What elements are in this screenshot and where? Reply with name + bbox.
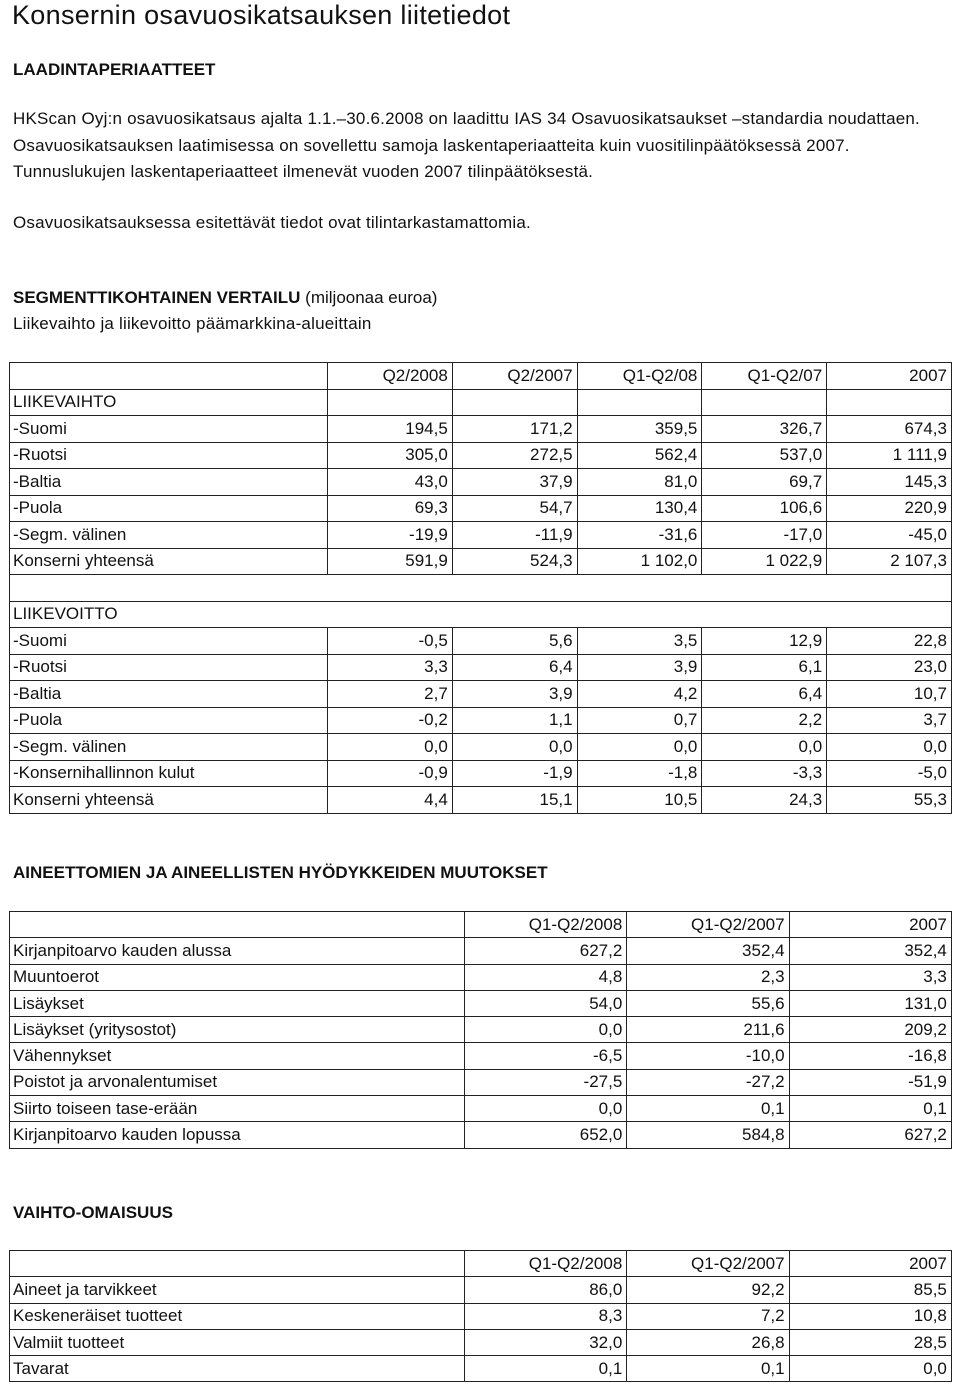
- value-cell: 3,7: [827, 707, 952, 734]
- assets-heading: AINEETTOMIEN JA AINEELLISTEN HYÖDYKKEIDEN MUUTOKSET: [13, 863, 548, 882]
- row-label: Vähennykset: [10, 1043, 465, 1069]
- value-cell: 55,3: [827, 787, 952, 814]
- segment-heading-unit: (miljoonaa euroa): [300, 288, 438, 307]
- table-row: [10, 1122, 952, 1148]
- page-title: Konsernin osavuosikatsauksen liitetiedot: [12, 0, 511, 30]
- row-label: Tavarat: [10, 1356, 465, 1382]
- value-cell: -45,0: [827, 522, 952, 549]
- value-cell: 55,6: [627, 990, 789, 1016]
- column-header: Q1-Q2/2008: [465, 912, 627, 938]
- column-header: Q2/2007: [452, 363, 577, 390]
- table-row: [10, 964, 952, 990]
- value-cell: 627,2: [789, 1122, 951, 1148]
- value-cell: 54,0: [465, 990, 627, 1016]
- value-cell: 7,2: [627, 1303, 789, 1329]
- value-cell: -0,5: [328, 628, 453, 655]
- value-cell: 1 111,9: [827, 442, 952, 469]
- row-label: -Ruotsi: [10, 654, 328, 681]
- value-cell: 8,3: [465, 1303, 627, 1329]
- table-row: [10, 734, 952, 761]
- value-cell: -11,9: [452, 522, 577, 549]
- column-header: Q2/2008: [328, 363, 453, 390]
- column-header: Q1-Q2/2007: [627, 912, 789, 938]
- value-cell: -51,9: [789, 1069, 951, 1095]
- value-cell: 537,0: [702, 442, 827, 469]
- row-label: Aineet ja tarvikkeet: [10, 1277, 465, 1303]
- row-label: -Segm. välinen: [10, 734, 328, 761]
- row-label: Valmiit tuotteet: [10, 1329, 465, 1355]
- assets-table: [9, 911, 952, 1149]
- inventory-table: [9, 1250, 952, 1382]
- value-cell: 69,7: [702, 469, 827, 496]
- row-label: -Konsernihallinnon kulut: [10, 760, 328, 787]
- row-label: Siirto toiseen tase-erään: [10, 1096, 465, 1122]
- table-row: [10, 495, 952, 522]
- value-cell: -5,0: [827, 760, 952, 787]
- value-cell: 0,1: [465, 1356, 627, 1382]
- value-cell: -27,5: [465, 1069, 627, 1095]
- row-label: -Puola: [10, 707, 328, 734]
- value-cell: 3,3: [789, 964, 951, 990]
- table-row: [10, 654, 952, 681]
- value-cell: -17,0: [702, 522, 827, 549]
- table-row: [10, 990, 952, 1016]
- value-cell: -1,8: [577, 760, 702, 787]
- value-cell: 43,0: [328, 469, 453, 496]
- table-row: [10, 1329, 952, 1355]
- table-row: [10, 938, 952, 964]
- value-cell: -19,9: [328, 522, 453, 549]
- value-cell: 272,5: [452, 442, 577, 469]
- value-cell: -31,6: [577, 522, 702, 549]
- value-cell: 130,4: [577, 495, 702, 522]
- row-label: Lisäykset: [10, 990, 465, 1016]
- row-label: Keskeneräiset tuotteet: [10, 1303, 465, 1329]
- row-label: Kirjanpitoarvo kauden lopussa: [10, 1122, 465, 1148]
- value-cell: 6,4: [702, 681, 827, 708]
- spacer-row: [10, 575, 952, 602]
- empty-cell: [702, 389, 827, 416]
- value-cell: 4,8: [465, 964, 627, 990]
- value-cell: 2 107,3: [827, 548, 952, 575]
- value-cell: -27,2: [627, 1069, 789, 1095]
- value-cell: 584,8: [627, 1122, 789, 1148]
- value-cell: 3,5: [577, 628, 702, 655]
- value-cell: 627,2: [465, 938, 627, 964]
- value-cell: 10,5: [577, 787, 702, 814]
- table-header-row: [10, 1251, 952, 1277]
- value-cell: 674,3: [827, 416, 952, 443]
- value-cell: 0,0: [328, 734, 453, 761]
- value-cell: 0,0: [577, 734, 702, 761]
- row-label: Konserni yhteensä: [10, 548, 328, 575]
- value-cell: 81,0: [577, 469, 702, 496]
- table-row: [10, 442, 952, 469]
- table-row: [10, 1303, 952, 1329]
- value-cell: 0,0: [702, 734, 827, 761]
- value-cell: 652,0: [465, 1122, 627, 1148]
- section-label-row: [10, 601, 952, 628]
- value-cell: 106,6: [702, 495, 827, 522]
- value-cell: 209,2: [789, 1017, 951, 1043]
- value-cell: -0,9: [328, 760, 453, 787]
- inventory-heading: VAIHTO-OMAISUUS: [13, 1203, 173, 1222]
- value-cell: -3,3: [702, 760, 827, 787]
- column-header: 2007: [827, 363, 952, 390]
- value-cell: 0,0: [827, 734, 952, 761]
- value-cell: 0,0: [465, 1017, 627, 1043]
- row-label: -Suomi: [10, 628, 328, 655]
- value-cell: 24,3: [702, 787, 827, 814]
- table-row: [10, 522, 952, 549]
- empty-cell: [827, 389, 952, 416]
- spacer-cell: [10, 575, 952, 602]
- value-cell: 12,9: [702, 628, 827, 655]
- row-label: -Segm. välinen: [10, 522, 328, 549]
- value-cell: 10,8: [789, 1303, 951, 1329]
- value-cell: 3,9: [452, 681, 577, 708]
- column-header: 2007: [789, 912, 951, 938]
- value-cell: 0,7: [577, 707, 702, 734]
- value-cell: -10,0: [627, 1043, 789, 1069]
- table-row: [10, 1356, 952, 1382]
- value-cell: 4,2: [577, 681, 702, 708]
- table-row: [10, 1096, 952, 1122]
- header-empty-cell: [10, 1251, 465, 1277]
- principles-paragraph: HKScan Oyj:n osavuosikatsaus ajalta 1.1.–30.6.2008 on laadittu IAS 34 Osavuosikatsaukset –standardia noudattaen. Osavuosikatsauksen laatimisessa on sovellettu samoja laskentaperiaatteita kuin vuositilinpäätöksessä 2007. Tunnuslukujen laskentaperiaatteet ilmenevät vuoden 2007 tilinpäätöksestä.: [13, 109, 920, 181]
- column-header: Q1-Q2/2007: [627, 1251, 789, 1277]
- row-label: Muuntoerot: [10, 964, 465, 990]
- table-row: [10, 628, 952, 655]
- column-header: Q1-Q2/07: [702, 363, 827, 390]
- empty-cell: [328, 389, 453, 416]
- table-header-row: [10, 363, 952, 390]
- value-cell: 54,7: [452, 495, 577, 522]
- value-cell: 211,6: [627, 1017, 789, 1043]
- segment-subheading: Liikevaihto ja liikevoitto päämarkkina-alueittain: [13, 314, 372, 333]
- value-cell: 22,8: [827, 628, 952, 655]
- value-cell: 2,2: [702, 707, 827, 734]
- value-cell: 1 102,0: [577, 548, 702, 575]
- audit-note: Osavuosikatsauksessa esitettävät tiedot ovat tilintarkastamattomia.: [13, 213, 531, 232]
- table-header-row: [10, 912, 952, 938]
- value-cell: 69,3: [328, 495, 453, 522]
- value-cell: 0,0: [465, 1096, 627, 1122]
- value-cell: 0,1: [627, 1356, 789, 1382]
- value-cell: 15,1: [452, 787, 577, 814]
- value-cell: 6,4: [452, 654, 577, 681]
- row-label: -Baltia: [10, 681, 328, 708]
- row-label: -Suomi: [10, 416, 328, 443]
- value-cell: 194,5: [328, 416, 453, 443]
- segment-heading-title: SEGMENTTIKOHTAINEN VERTAILU: [13, 288, 301, 307]
- value-cell: 4,4: [328, 787, 453, 814]
- segment-table: [9, 362, 952, 814]
- empty-cell: [452, 389, 577, 416]
- value-cell: 562,4: [577, 442, 702, 469]
- section-label: LIIKEVOITTO: [10, 601, 952, 628]
- value-cell: 0,0: [452, 734, 577, 761]
- value-cell: 524,3: [452, 548, 577, 575]
- principles-heading: LAADINTAPERIAATTEET: [13, 60, 216, 79]
- row-label: Konserni yhteensä: [10, 787, 328, 814]
- value-cell: -1,9: [452, 760, 577, 787]
- value-cell: -6,5: [465, 1043, 627, 1069]
- value-cell: 92,2: [627, 1277, 789, 1303]
- value-cell: 1,1: [452, 707, 577, 734]
- row-label: Lisäykset (yritysostot): [10, 1017, 465, 1043]
- value-cell: 359,5: [577, 416, 702, 443]
- column-header: Q1-Q2/2008: [465, 1251, 627, 1277]
- value-cell: 1 022,9: [702, 548, 827, 575]
- value-cell: 145,3: [827, 469, 952, 496]
- column-header: 2007: [789, 1251, 951, 1277]
- value-cell: 32,0: [465, 1329, 627, 1355]
- column-header: Q1-Q2/08: [577, 363, 702, 390]
- value-cell: 2,3: [627, 964, 789, 990]
- table-row: [10, 1043, 952, 1069]
- table-row: [10, 681, 952, 708]
- section-label: LIIKEVAIHTO: [10, 389, 328, 416]
- header-empty-cell: [10, 363, 328, 390]
- value-cell: 326,7: [702, 416, 827, 443]
- value-cell: 85,5: [789, 1277, 951, 1303]
- value-cell: 86,0: [465, 1277, 627, 1303]
- table-row: [10, 416, 952, 443]
- table-row: [10, 760, 952, 787]
- value-cell: 2,7: [328, 681, 453, 708]
- empty-cell: [577, 389, 702, 416]
- value-cell: 23,0: [827, 654, 952, 681]
- value-cell: 131,0: [789, 990, 951, 1016]
- section-label-row: [10, 389, 952, 416]
- row-label: -Puola: [10, 495, 328, 522]
- value-cell: 220,9: [827, 495, 952, 522]
- table-row: [10, 1277, 952, 1303]
- segment-heading: [13, 288, 437, 308]
- value-cell: 0,1: [627, 1096, 789, 1122]
- header-empty-cell: [10, 912, 465, 938]
- table-row: [10, 787, 952, 814]
- value-cell: -0,2: [328, 707, 453, 734]
- table-row: [10, 1069, 952, 1095]
- value-cell: 171,2: [452, 416, 577, 443]
- value-cell: 305,0: [328, 442, 453, 469]
- row-label: Poistot ja arvonalentumiset: [10, 1069, 465, 1095]
- table-row: [10, 1017, 952, 1043]
- table-row: [10, 469, 952, 496]
- value-cell: -16,8: [789, 1043, 951, 1069]
- row-label: -Baltia: [10, 469, 328, 496]
- value-cell: 0,1: [789, 1096, 951, 1122]
- value-cell: 352,4: [789, 938, 951, 964]
- value-cell: 10,7: [827, 681, 952, 708]
- value-cell: 6,1: [702, 654, 827, 681]
- value-cell: 352,4: [627, 938, 789, 964]
- value-cell: 26,8: [627, 1329, 789, 1355]
- table-row: [10, 548, 952, 575]
- value-cell: 37,9: [452, 469, 577, 496]
- value-cell: 28,5: [789, 1329, 951, 1355]
- row-label: Kirjanpitoarvo kauden alussa: [10, 938, 465, 964]
- value-cell: 591,9: [328, 548, 453, 575]
- value-cell: 3,9: [577, 654, 702, 681]
- table-row: [10, 707, 952, 734]
- value-cell: 5,6: [452, 628, 577, 655]
- value-cell: 0,0: [789, 1356, 951, 1382]
- row-label: -Ruotsi: [10, 442, 328, 469]
- value-cell: 3,3: [328, 654, 453, 681]
